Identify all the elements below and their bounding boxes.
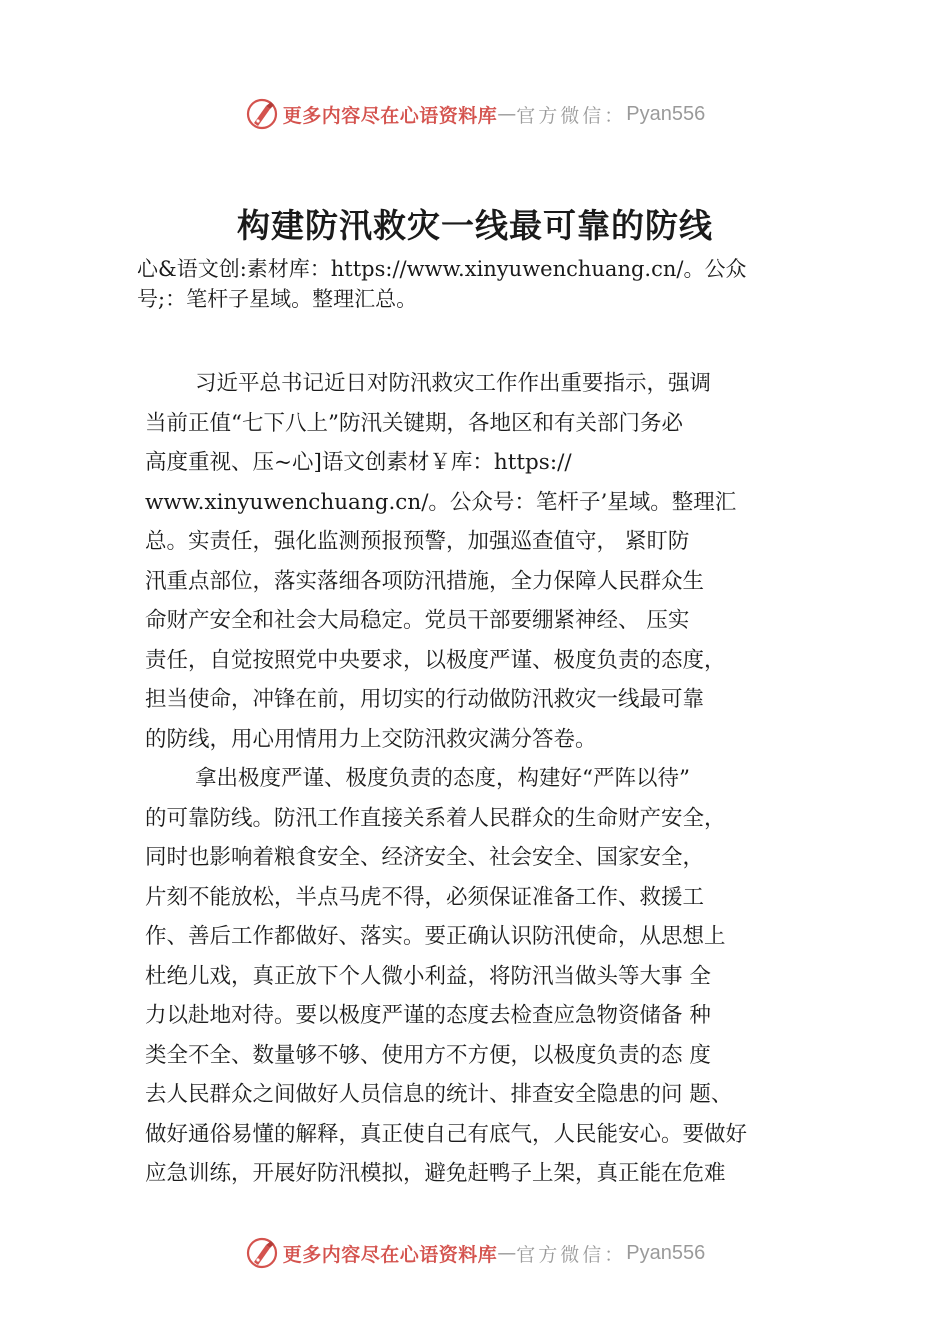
text-line: 作、善后工作都做好、落实。要正确认识防汛使命，从思想上 — [145, 924, 726, 949]
banner-wechat-id: Pyan556 — [626, 102, 706, 125]
text-line: 的可靠防线。防汛工作直接关系着人民群众的生命财产安全， — [145, 805, 726, 831]
text-line: 命财产安全和社会大局稳定。党员干部要绷紧神经、 压实 — [145, 608, 690, 633]
pen-nib-logo-icon — [245, 1236, 279, 1270]
banner-text: 更多内容尽在心语资料库 — [282, 1243, 498, 1266]
text-line: www.xinyuwenchuang.cn/。公众号：笔杆子’星域。整理汇 — [145, 489, 737, 515]
text-line: 力以赴地对待。要以极度严谨的态度去检查应急物资储备 种 — [145, 1003, 711, 1028]
source-line: 心&语文创:素材库：https://www.xinyuwenchuang.cn/。公众 — [137, 257, 747, 281]
text-line: 拿出极度严谨、极度负责的态度，构建好“严阵以待” — [195, 766, 690, 791]
text-line: 片刻不能放松，半点马虎不得，必须保证准备工作、救援工 — [145, 884, 705, 910]
text-line: 做好通俗易懂的解释，真正使自己有底气，人民能安心。要做好 — [145, 1121, 748, 1147]
banner-dash: — — [497, 103, 517, 125]
document-title: 构建防汛救灾一线最可靠的防线 — [237, 206, 713, 245]
banner-dash: — — [497, 1242, 517, 1264]
text-line: 类全不全、数量够不够、使用方不方便，以极度负责的态 度 — [145, 1042, 711, 1068]
text-line: 去人民群众之间做好人员信息的统计、排查安全隐患的问 题、 — [145, 1082, 733, 1107]
footer-banner — [0, 1233, 950, 1273]
header-banner — [0, 94, 950, 134]
pen-nib-logo-icon — [245, 97, 279, 131]
text-line: 应急训练，开展好防汛模拟，避免赶鸭子上架，真正能在危难 — [145, 1161, 726, 1186]
banner-wechat-label: 官方微信： — [516, 104, 627, 127]
text-line: 当前正值“七下八上”防汛关键期，各地区和有关部门务必 — [145, 410, 683, 436]
banner-wechat-label: 官方微信： — [516, 1243, 627, 1266]
text-line: 的防线，用心用情用力上交防汛救灾满分答卷。 — [145, 726, 597, 752]
text-line: 总。实责任，强化监测预报预警，加强巡查值守， 紧盯防 — [145, 529, 690, 554]
text-line: 高度重视、压~心]语文创素材￥库：https:// — [145, 450, 572, 475]
document-body — [145, 364, 830, 1194]
text-line: 杜绝儿戏，真正放下个人微小利益，将防汛当做头等大事 全 — [145, 963, 711, 989]
source-note — [137, 254, 837, 314]
banner-wechat-id: Pyan556 — [626, 1241, 706, 1264]
text-line: 同时也影响着粮食安全、经济安全、社会安全、国家安全， — [145, 845, 705, 870]
paragraph-1 — [145, 364, 830, 759]
paragraph-2 — [145, 759, 830, 1194]
text-line: 汛重点部位，落实落细各项防汛措施，全力保障人民群众生 — [145, 568, 705, 594]
banner-text: 更多内容尽在心语资料库 — [282, 104, 498, 127]
text-line: 担当使命，冲锋在前，用切实的行动做防汛救灾一线最可靠 — [145, 687, 705, 712]
text-line: 责任，自觉按照党中央要求，以极度严谨、极度负责的态度， — [145, 647, 726, 673]
source-line: 号;：笔杆子星域。整理汇总。 — [137, 287, 418, 311]
text-line: 习近平总书记近日对防汛救灾工作作出重要指示，强调 — [195, 371, 712, 396]
